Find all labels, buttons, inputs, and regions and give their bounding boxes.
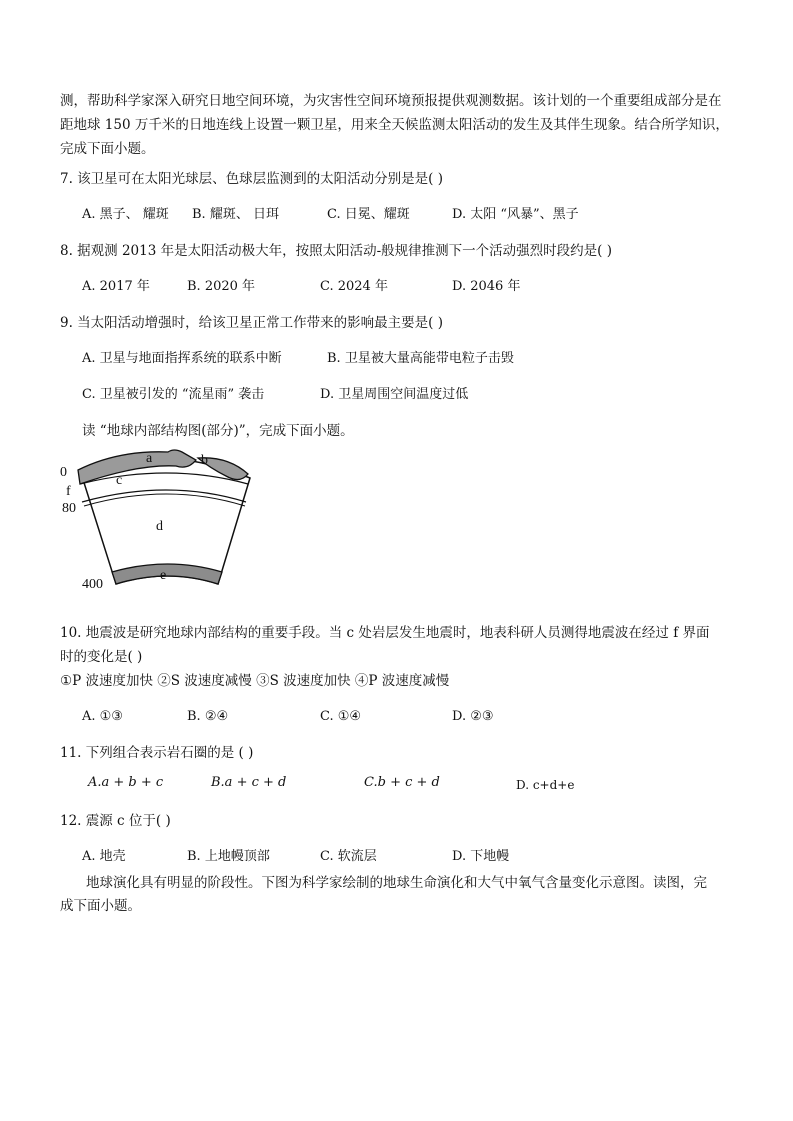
question-8-option-d: D. 2046 年 — [452, 279, 521, 294]
outro-line-1: 地球演化具有明显的阶段性。下图为科学家绘制的地球生命演化和大气中氧气含量变化示意图。读图，完 — [86, 875, 707, 891]
question-8-option-b: B. 2020 年 — [187, 279, 256, 294]
boundary-label-f: f — [66, 484, 71, 499]
outro-line-2: 成下面小题。 — [60, 898, 141, 914]
question-7-option-c: C. 日冕、耀斑 — [327, 207, 410, 222]
question-10-stem-line-1: 10. 地震波是研究地球内部结构的重要手段。当 c 处岩层发生地震时，地表科研人员测得地震波在经过 f 界面 — [60, 625, 710, 641]
question-10-statements: ①P 波速度加快 ②S 波速度减慢 ③S 波速度加快 ④P 波速度减慢 — [60, 673, 450, 689]
question-8-option-a: A. 2017 年 — [82, 279, 150, 294]
question-7-option-a: A. 黑子、 耀斑 — [82, 207, 169, 222]
layer-label-c: c — [116, 473, 123, 488]
question-12-option-c: C. 软流层 — [320, 849, 377, 864]
question-8-option-c: C. 2024 年 — [320, 279, 388, 294]
layer-label-d: d — [156, 519, 163, 534]
question-10-option-d: D. ②③ — [452, 709, 494, 724]
layer-label-e: e — [160, 568, 167, 583]
question-7-option-d: D. 太阳 “风暴”、黑子 — [452, 207, 579, 222]
question-12-option-b: B. 上地幔顶部 — [187, 849, 270, 864]
question-10-stem-line-2: 时的变化是( ) — [60, 649, 143, 665]
depth-label-0: 0 — [60, 465, 67, 480]
question-11-stem: 11. 下列组合表示岩石圈的是 ( ) — [60, 745, 254, 761]
layer-label-a: a — [146, 451, 153, 466]
intro-line-2: 距地球 150 万千米的日地连线上设置一颗卫星，用来全天候监测太阳活动的发生及其伴生现象。结合所学知识， — [60, 117, 729, 133]
question-10-option-a: A. ①③ — [82, 709, 123, 724]
question-11-option-b: B.a + c + d — [211, 775, 287, 790]
depth-label-80: 80 — [62, 501, 76, 516]
question-9-option-a: A. 卫星与地面指挥系统的联系中断 — [82, 351, 282, 366]
layer-label-b: b — [201, 453, 208, 468]
question-7-stem: 7. 该卫星可在太阳光球层、色球层监测到的太阳活动分别是是( ) — [60, 171, 443, 187]
intro-line-3: 完成下面小题。 — [60, 141, 155, 157]
question-8-stem: 8. 据观测 2013 年是太阳活动极大年，按照太阳活动-般规律推测下一个活动强烈时段约是( ) — [60, 243, 612, 259]
question-11-option-c: C.b + c + d — [364, 775, 440, 790]
earth-interior-diagram — [58, 444, 268, 594]
diagram-instruction: 读 “地球内部结构图(部分)”，完成下面小题。 — [82, 423, 354, 439]
question-9-option-d: D. 卫星周围空间温度过低 — [320, 387, 469, 402]
question-12-option-d: D. 下地幔 — [452, 849, 510, 864]
question-10-option-c: C. ①④ — [320, 709, 362, 724]
depth-label-400: 400 — [82, 577, 103, 592]
question-9-option-c: C. 卫星被引发的 “流星雨” 袭击 — [82, 387, 265, 402]
intro-line-1: 测，帮助科学家深入研究日地空间环境，为灾害性空间环境预报提供观测数据。该计划的一个重要组成部分是在 — [60, 93, 722, 109]
question-12-stem: 12. 震源 c 位于( ) — [60, 813, 171, 829]
question-9-option-b: B. 卫星被大量高能带电粒子击毁 — [327, 351, 514, 366]
question-9-stem: 9. 当太阳活动增强时，给该卫星正常工作带来的影响最主要是( ) — [60, 315, 443, 331]
question-10-option-b: B. ②④ — [187, 709, 229, 724]
question-11-option-a: A.a + b + c — [88, 775, 164, 790]
question-12-option-a: A. 地壳 — [82, 849, 126, 864]
question-7-option-b: B. 耀斑、 日珥 — [192, 207, 279, 222]
question-11-option-d: D. c+d+e — [516, 778, 575, 792]
